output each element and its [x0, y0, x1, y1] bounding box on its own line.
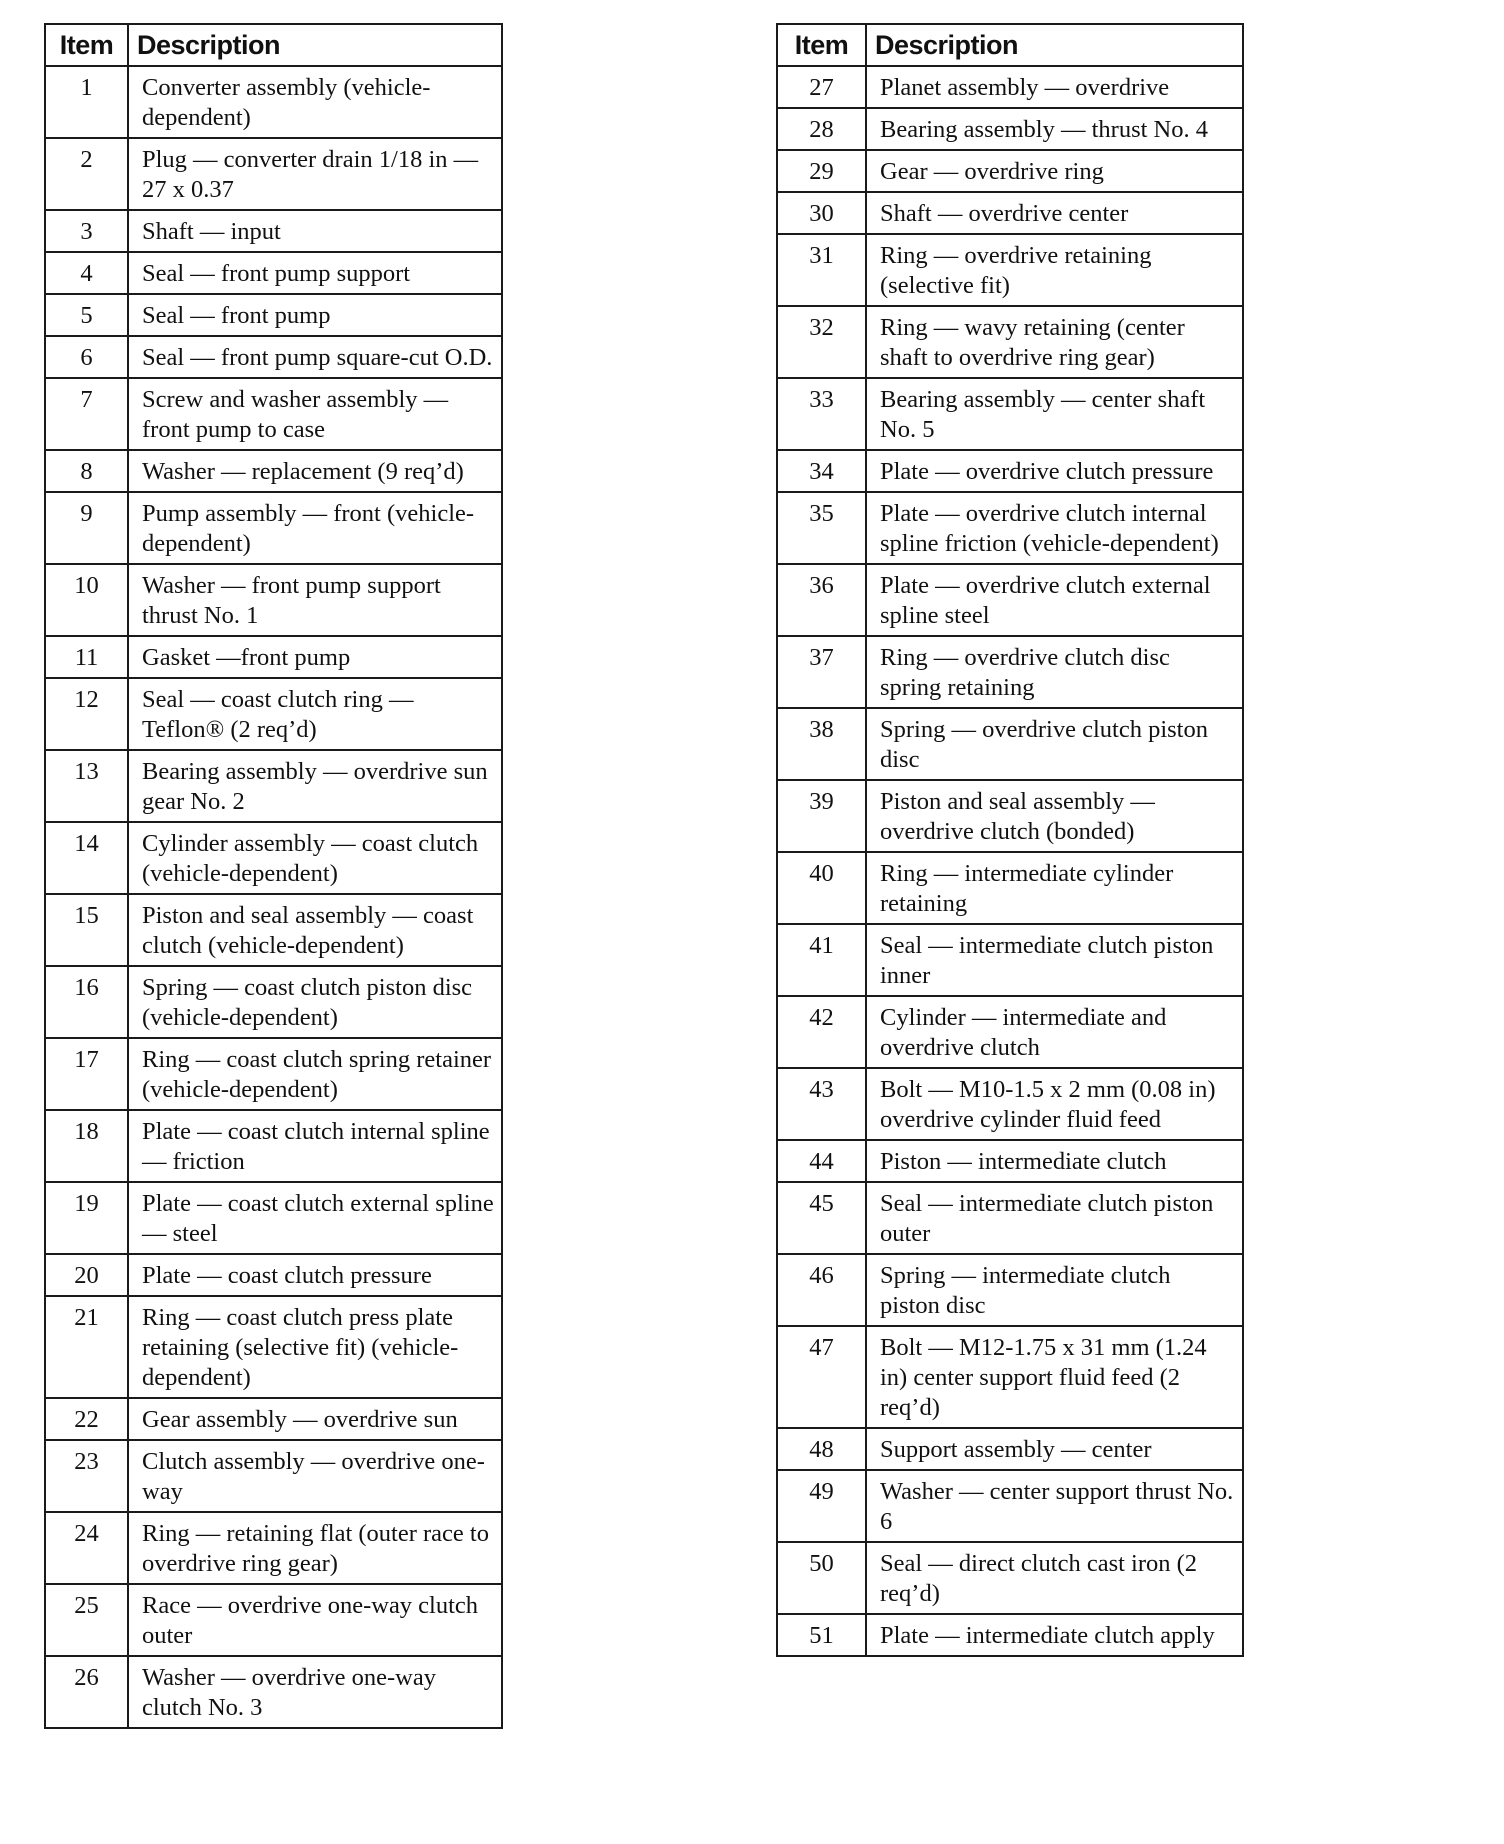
item-number: 10 — [45, 564, 128, 636]
item-number: 41 — [777, 924, 866, 996]
item-description: Seal — intermediate clutch piston outer — [866, 1182, 1243, 1254]
item-number: 13 — [45, 750, 128, 822]
table-row — [45, 66, 502, 138]
column-header-description: Description — [128, 24, 502, 66]
table-row — [45, 1584, 502, 1656]
item-number: 49 — [777, 1470, 866, 1542]
table-row — [45, 1254, 502, 1296]
table-row — [777, 1326, 1243, 1428]
table-row — [777, 852, 1243, 924]
item-number: 51 — [777, 1614, 866, 1656]
item-number: 19 — [45, 1182, 128, 1254]
item-number: 18 — [45, 1110, 128, 1182]
item-number: 7 — [45, 378, 128, 450]
table-row — [777, 150, 1243, 192]
item-description: Ring — wavy retaining (center shaft to overdrive ring gear) — [866, 306, 1243, 378]
item-number: 11 — [45, 636, 128, 678]
item-description: Washer — overdrive one-way clutch No. 3 — [128, 1656, 502, 1728]
item-description: Bolt — M10-1.5 x 2 mm (0.08 in) overdrive cylinder fluid feed — [866, 1068, 1243, 1140]
item-description: Seal — front pump square-cut O.D. — [128, 336, 502, 378]
item-description: Seal — direct clutch cast iron (2 req’d) — [866, 1542, 1243, 1614]
item-number: 31 — [777, 234, 866, 306]
table-row — [45, 294, 502, 336]
item-number: 38 — [777, 708, 866, 780]
item-description: Piston and seal assembly — overdrive clutch (bonded) — [866, 780, 1243, 852]
item-description: Cylinder — intermediate and overdrive clutch — [866, 996, 1243, 1068]
item-number: 20 — [45, 1254, 128, 1296]
table-row — [777, 492, 1243, 564]
table-row — [45, 336, 502, 378]
item-number: 29 — [777, 150, 866, 192]
table-row — [45, 564, 502, 636]
table-row — [45, 210, 502, 252]
item-description: Ring — overdrive retaining (selective fit) — [866, 234, 1243, 306]
table-row — [45, 750, 502, 822]
item-number: 5 — [45, 294, 128, 336]
item-number: 48 — [777, 1428, 866, 1470]
table-row — [777, 1068, 1243, 1140]
item-number: 2 — [45, 138, 128, 210]
item-description: Support assembly — center — [866, 1428, 1243, 1470]
item-description: Seal — front pump — [128, 294, 502, 336]
item-number: 23 — [45, 1440, 128, 1512]
item-number: 35 — [777, 492, 866, 564]
item-description: Ring — intermediate cylinder retaining — [866, 852, 1243, 924]
table-row — [777, 564, 1243, 636]
item-description: Plate — overdrive clutch external spline steel — [866, 564, 1243, 636]
table-row — [777, 1542, 1243, 1614]
item-description: Ring — coast clutch press plate retaining (selective fit) (vehicle-dependent) — [128, 1296, 502, 1398]
table-row — [777, 636, 1243, 708]
item-number: 16 — [45, 966, 128, 1038]
table-row — [45, 252, 502, 294]
item-description: Plate — intermediate clutch apply — [866, 1614, 1243, 1656]
table-body — [45, 66, 502, 1728]
table-row — [45, 378, 502, 450]
item-number: 8 — [45, 450, 128, 492]
item-number: 22 — [45, 1398, 128, 1440]
item-number: 36 — [777, 564, 866, 636]
item-description: Bearing assembly — center shaft No. 5 — [866, 378, 1243, 450]
table-row — [45, 1656, 502, 1728]
item-number: 47 — [777, 1326, 866, 1428]
table-row — [777, 1428, 1243, 1470]
table-header-row — [777, 24, 1243, 66]
item-number: 42 — [777, 996, 866, 1068]
table-row — [777, 924, 1243, 996]
table-row — [777, 780, 1243, 852]
item-number: 27 — [777, 66, 866, 108]
table-row — [45, 822, 502, 894]
item-number: 30 — [777, 192, 866, 234]
table-row — [45, 450, 502, 492]
item-description: Ring — retaining flat (outer race to overdrive ring gear) — [128, 1512, 502, 1584]
item-number: 6 — [45, 336, 128, 378]
item-description: Plate — overdrive clutch pressure — [866, 450, 1243, 492]
table-row — [45, 894, 502, 966]
item-description: Plate — coast clutch pressure — [128, 1254, 502, 1296]
column-header-description: Description — [866, 24, 1243, 66]
item-number: 14 — [45, 822, 128, 894]
item-description: Plate — overdrive clutch internal spline friction (vehicle-dependent) — [866, 492, 1243, 564]
item-number: 32 — [777, 306, 866, 378]
table-body — [777, 66, 1243, 1656]
table-row — [777, 996, 1243, 1068]
item-number: 37 — [777, 636, 866, 708]
item-number: 3 — [45, 210, 128, 252]
item-number: 34 — [777, 450, 866, 492]
table-row — [45, 1110, 502, 1182]
parts-table-right — [776, 23, 1244, 1657]
table-row — [777, 1470, 1243, 1542]
item-description: Gear assembly — overdrive sun — [128, 1398, 502, 1440]
item-description: Seal — front pump support — [128, 252, 502, 294]
item-description: Washer — front pump support thrust No. 1 — [128, 564, 502, 636]
item-number: 33 — [777, 378, 866, 450]
table-row — [45, 1440, 502, 1512]
item-description: Planet assembly — overdrive — [866, 66, 1243, 108]
item-description: Plate — coast clutch internal spline — friction — [128, 1110, 502, 1182]
table-row — [45, 1512, 502, 1584]
table-row — [45, 1296, 502, 1398]
item-description: Clutch assembly — overdrive one-way — [128, 1440, 502, 1512]
item-number: 24 — [45, 1512, 128, 1584]
table-row — [777, 234, 1243, 306]
item-description: Gear — overdrive ring — [866, 150, 1243, 192]
item-description: Pump assembly — front (vehicle-dependent) — [128, 492, 502, 564]
table-row — [777, 192, 1243, 234]
table-row — [45, 1038, 502, 1110]
item-description: Bolt — M12-1.75 x 31 mm (1.24 in) center support fluid feed (2 req’d) — [866, 1326, 1243, 1428]
item-number: 9 — [45, 492, 128, 564]
item-number: 17 — [45, 1038, 128, 1110]
parts-table-left — [44, 23, 503, 1729]
table-row — [777, 108, 1243, 150]
item-description: Shaft — overdrive center — [866, 192, 1243, 234]
item-number: 46 — [777, 1254, 866, 1326]
table-row — [45, 966, 502, 1038]
table-row — [45, 1398, 502, 1440]
item-number: 45 — [777, 1182, 866, 1254]
table-header-row — [45, 24, 502, 66]
item-description: Race — overdrive one-way clutch outer — [128, 1584, 502, 1656]
item-description: Screw and washer assembly — front pump to case — [128, 378, 502, 450]
table-row — [45, 678, 502, 750]
item-number: 25 — [45, 1584, 128, 1656]
item-description: Ring — overdrive clutch disc spring retaining — [866, 636, 1243, 708]
item-number: 21 — [45, 1296, 128, 1398]
table-row — [777, 450, 1243, 492]
item-description: Bearing assembly — overdrive sun gear No. 2 — [128, 750, 502, 822]
item-description: Cylinder assembly — coast clutch (vehicle-dependent) — [128, 822, 502, 894]
item-description: Piston — intermediate clutch — [866, 1140, 1243, 1182]
table-row — [45, 636, 502, 678]
item-description: Piston and seal assembly — coast clutch (vehicle-dependent) — [128, 894, 502, 966]
item-number: 4 — [45, 252, 128, 294]
table-row — [777, 378, 1243, 450]
item-description: Shaft — input — [128, 210, 502, 252]
item-number: 50 — [777, 1542, 866, 1614]
item-number: 40 — [777, 852, 866, 924]
item-description: Washer — replacement (9 req’d) — [128, 450, 502, 492]
table-row — [45, 1182, 502, 1254]
item-number: 12 — [45, 678, 128, 750]
item-description: Washer — center support thrust No. 6 — [866, 1470, 1243, 1542]
item-description: Seal — intermediate clutch piston inner — [866, 924, 1243, 996]
table-row — [777, 708, 1243, 780]
item-description: Converter assembly (vehicle-dependent) — [128, 66, 502, 138]
item-number: 28 — [777, 108, 866, 150]
item-description: Plate — coast clutch external spline — steel — [128, 1182, 502, 1254]
item-number: 39 — [777, 780, 866, 852]
item-description: Ring — coast clutch spring retainer (vehicle-dependent) — [128, 1038, 502, 1110]
item-number: 43 — [777, 1068, 866, 1140]
column-header-item: Item — [45, 24, 128, 66]
item-description: Plug — converter drain 1/18 in — 27 x 0.37 — [128, 138, 502, 210]
column-header-item: Item — [777, 24, 866, 66]
item-description: Spring — intermediate clutch piston disc — [866, 1254, 1243, 1326]
table-row — [777, 1614, 1243, 1656]
table-row — [777, 1254, 1243, 1326]
item-number: 26 — [45, 1656, 128, 1728]
table-row — [45, 138, 502, 210]
item-description: Spring — coast clutch piston disc (vehicle-dependent) — [128, 966, 502, 1038]
table-row — [777, 66, 1243, 108]
item-description: Seal — coast clutch ring — Teflon® (2 req’d) — [128, 678, 502, 750]
item-number: 15 — [45, 894, 128, 966]
table-row — [45, 492, 502, 564]
table-row — [777, 1182, 1243, 1254]
item-description: Spring — overdrive clutch piston disc — [866, 708, 1243, 780]
item-number: 1 — [45, 66, 128, 138]
table-row — [777, 306, 1243, 378]
item-number: 44 — [777, 1140, 866, 1182]
table-row — [777, 1140, 1243, 1182]
item-description: Bearing assembly — thrust No. 4 — [866, 108, 1243, 150]
item-description: Gasket —front pump — [128, 636, 502, 678]
